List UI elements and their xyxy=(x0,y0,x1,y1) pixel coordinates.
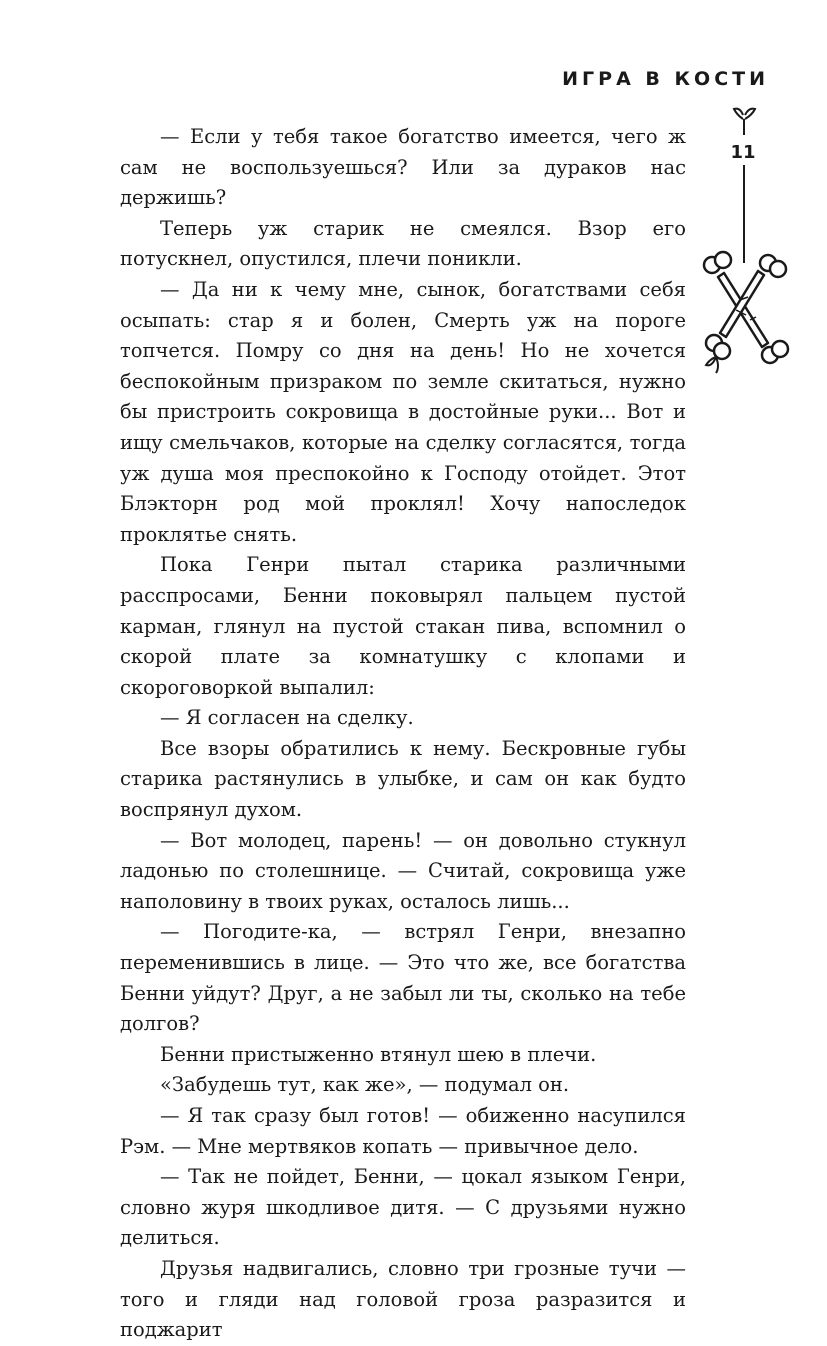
paragraph: — Я так сразу был готов! — обиженно насупился Рэм. — Мне мертвяков копать — привычное дело. xyxy=(120,1104,686,1158)
running-head: ИГРА В КОСТИ xyxy=(562,68,769,90)
body-text xyxy=(120,122,686,1346)
paragraph: — Погодите-ка, — встрял Генри, внезапно переменившись в лице. — Это что же, все богатства Бенни уйдут? Друг, а не забыл ли ты, сколько на тебе долгов? xyxy=(120,920,686,1036)
paragraph: — Так не пойдет, Бенни, — цокал языком Генри, словно журя шкодливое дитя. — С друзьями нужно делиться. xyxy=(120,1165,686,1250)
paragraph: — Я согласен на сделку. xyxy=(160,706,414,730)
paragraph: Бенни пристыженно втянул шею в плечи. xyxy=(160,1042,597,1066)
paragraph: «Забудешь тут, как же», — подумал он. xyxy=(160,1073,570,1097)
paragraph: Друзья надвигались, словно три грозные тучи — того и гляди над головой гроза разразится и поджарит xyxy=(120,1256,686,1342)
paragraph: Теперь уж старик не смеялся. Взор его потускнел, опустился, плечи поникли. xyxy=(120,216,686,271)
paragraph: Пока Генри пытал старика различными расспросами, Бенни поковырял пальцем пустой карман, глянул на пустой стакан пива, вспомнил о скорой плате за комнатушку с клопами и скороговоркой выпалил: xyxy=(120,553,686,699)
paragraph: — Вот молодец, парень! — он довольно стукнул ладонью по столешнице. — Считай, сокровища уже наполовину в твоих руках, осталось лишь... xyxy=(120,828,686,913)
paragraph: — Если у тебя такое богатство имеется, чего ж сам не воспользуешься? Или за дураков нас держишь? xyxy=(120,125,686,210)
paragraph: — Да ни к чему мне, сынок, богатствами себя осыпать: стар я и болен, Смерть уж на пороге топчется. Помру со дня на день! Но не хочется беспокойным призраком по земле скитаться, нужно бы пристроить сокровища в достойные руки... Вот и ищу смельчаков, которые на сделку согласятся, тогда уж душа моя преспокойно к Господу отойдет. Этот Блэкторн род мой проклял! Хочу напоследок проклятье снять. xyxy=(120,277,686,546)
paragraph: Все взоры обратились к нему. Бескровные губы старика растянулись в улыбке, и сам он как будто воспрянул духом. xyxy=(120,736,686,822)
page-number: 11 xyxy=(730,142,756,163)
